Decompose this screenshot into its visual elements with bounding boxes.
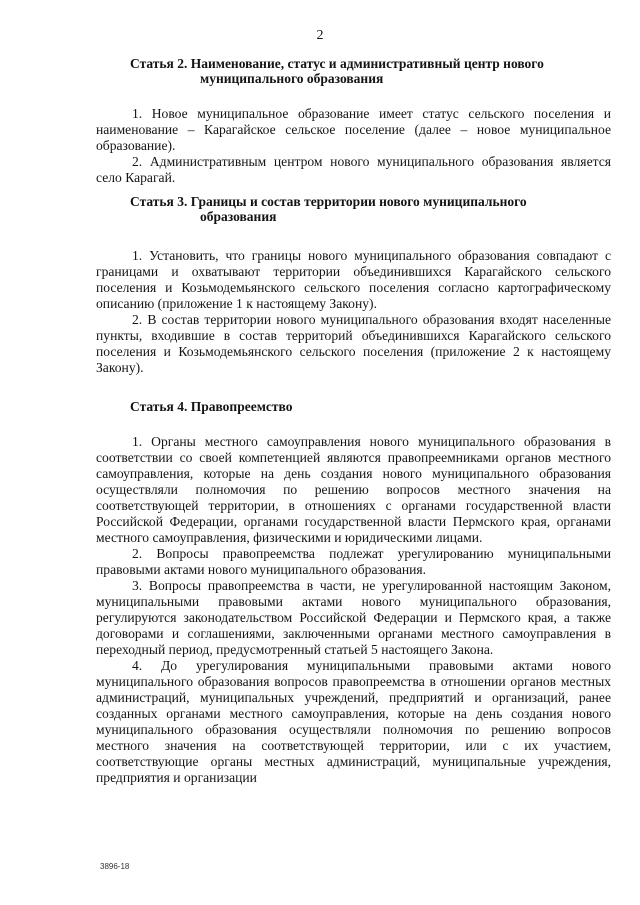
article-4-paragraph-1: 1. Органы местного самоуправления нового муниципального образования в соответствии со своей компетенцией являются правопреемниками органов местного самоуправления, которые на день создания нового муниципального образования осуществляли полномочия по решению вопросов местного значения на соответствующей территории, в отношениях с органами государственной власти Российской Федерации, органами государственной власти Пермского края, органами местного самоуправления, физическими и юридическими лицами. [96,434,611,545]
article-3-paragraph-2: 2. В состав территории нового муниципального образования входят населенные пункты, входившие в состав территорий объединившихся Карагайского сельского поселения и Козьмодемьянского сельского поселения (приложение 2 к настоящему Закону). [96,312,611,375]
article-3 [96,194,611,376]
article-4-paragraph-2: 2. Вопросы правопреемства подлежат урегулированию муниципальными правовыми актами нового муниципального образования. [96,546,611,577]
article-3-paragraph-1: 1. Установить, что границы нового муниципального образования совпадают с границами и охватывают территории объединившихся Карагайского сельского поселения и Козьмодемьянского сельского поселения согласно картографическому описанию (приложение 1 к настоящему Закону). [96,248,611,311]
article-3-heading [96,194,611,224]
article-4 [96,399,611,786]
article-2-heading-line2: муниципального образования [200,71,384,86]
page-number: 2 [316,28,324,43]
document-code: 3896-18 [100,862,130,871]
article-4-heading-line1: Статья 4. Правопреемство [130,399,293,414]
article-3-heading-line2: образования [200,209,277,224]
article-4-paragraph-4: 4. До урегулирования муниципальными правовыми актами нового муниципального образования вопросов правопреемства в отношении органов местных администраций, муниципальных учреждений, предприятий и организаций, ранее созданных органами местного самоуправления, которые на день создания нового муниципального образования осуществляли полномочия по решению вопросов местного значения на соответствующей территории, или с их участием, соответствующие органы местных администраций, муниципальные учреждения, предприятия и организации [96,658,611,785]
article-2-heading [96,56,611,86]
article-2-heading-line1: Статья 2. Наименование, статус и административный центр нового [130,56,544,71]
article-2-paragraph-1: 1. Новое муниципальное образование имеет статус сельского поселения и наименование – Карагайское сельское поселение (далее – новое муниципальное образование). [96,106,611,153]
article-4-heading [96,399,611,414]
article-2-paragraph-2: 2. Административным центром нового муниципального образования является село Карагай. [96,154,611,185]
article-4-paragraph-3: 3. Вопросы правопреемства в части, не урегулированной настоящим Законом, муниципальными правовыми актами нового муниципального образования, регулируются законодательством Российской Федерации и Пермского края, а также договорами и соглашениями, заключенными органами местного самоуправления в переходный период, предусмотренный статьей 5 настоящего Закона. [96,578,611,657]
article-3-heading-line1: Статья 3. Границы и состав территории нового муниципального [130,194,527,209]
article-2 [96,56,611,186]
